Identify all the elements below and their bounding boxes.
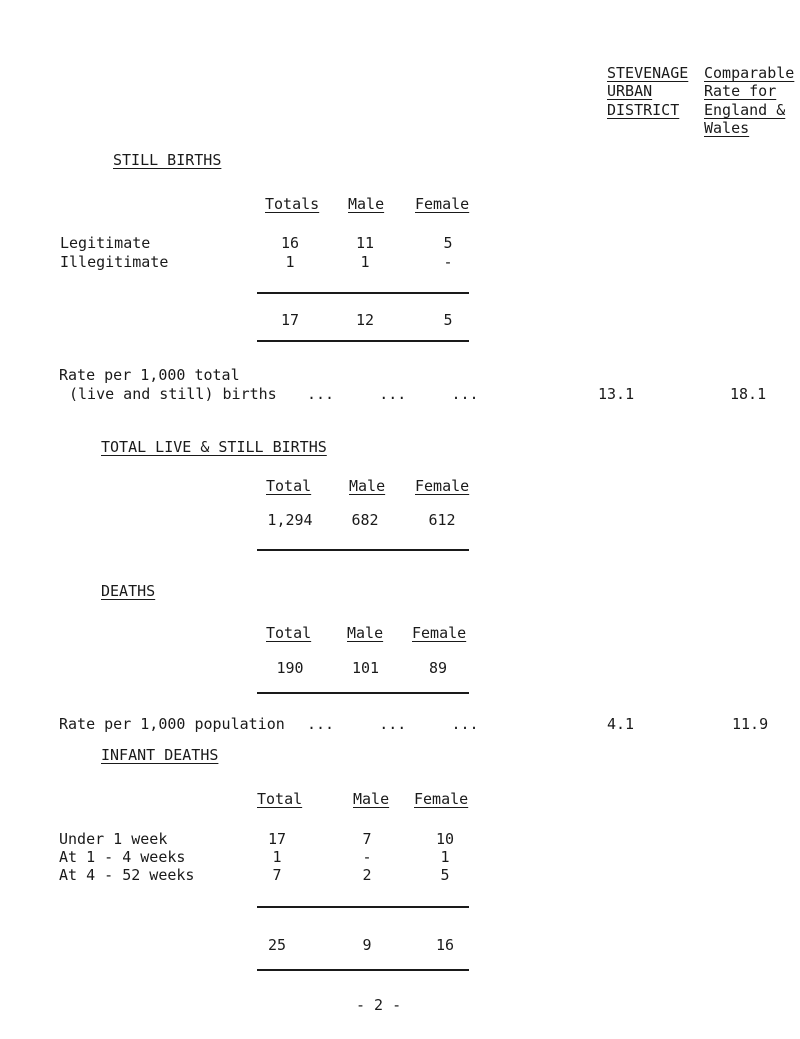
- deaths-value-total: 190: [276, 659, 304, 677]
- still-births-row-label: Illegitimate: [60, 253, 169, 271]
- still-births-header-male: Male: [348, 195, 385, 213]
- still-births-rate-dots: ... ... ...: [307, 385, 479, 403]
- infant-deaths-row-total: 1: [272, 848, 282, 866]
- deaths-header-total: Total: [266, 624, 312, 642]
- infant-deaths-row-female: 1: [440, 848, 450, 866]
- still-births-rate-line2: (live and still) births: [69, 385, 277, 403]
- still-births-sum-female: 5: [443, 311, 453, 329]
- infant-deaths-sum-total: 25: [267, 936, 287, 954]
- divider-line: [257, 292, 469, 294]
- district-header-line2: URBAN: [607, 82, 653, 100]
- still-births-rate-line1: Rate per 1,000 total: [59, 366, 240, 384]
- comparable-header-line3: England &: [704, 101, 786, 119]
- divider-line: [257, 340, 469, 342]
- infant-deaths-row-male: 2: [362, 866, 372, 884]
- still-births-row-label: Legitimate: [60, 234, 151, 252]
- divider-line: [257, 692, 469, 694]
- deaths-title: DEATHS: [101, 582, 156, 600]
- infant-deaths-header-female: Female: [414, 790, 469, 808]
- deaths-rate-district: 4.1: [607, 715, 635, 733]
- still-births-row-male: 1: [360, 253, 370, 271]
- divider-line: [257, 969, 469, 971]
- still-births-row-female: 5: [443, 234, 453, 252]
- infant-deaths-title: INFANT DEATHS: [101, 746, 219, 764]
- deaths-header-male: Male: [347, 624, 384, 642]
- still-births-row-female: -: [443, 253, 453, 271]
- infant-deaths-row-total: 7: [272, 866, 282, 884]
- still-births-rate-england: 18.1: [730, 385, 767, 403]
- infant-deaths-row-label: At 4 - 52 weeks: [59, 866, 195, 884]
- deaths-header-female: Female: [412, 624, 467, 642]
- infant-deaths-row-label: At 1 - 4 weeks: [59, 848, 186, 866]
- infant-deaths-sum-male: 9: [362, 936, 372, 954]
- deaths-rate-england: 11.9: [732, 715, 769, 733]
- total-births-value-female: 612: [428, 511, 456, 529]
- district-header-line1: STEVENAGE: [607, 64, 689, 82]
- total-births-header-male: Male: [349, 477, 386, 495]
- infant-deaths-row-label: Under 1 week: [59, 830, 168, 848]
- still-births-row-totals: 1: [285, 253, 295, 271]
- infant-deaths-sum-female: 16: [435, 936, 455, 954]
- infant-deaths-row-female: 10: [435, 830, 455, 848]
- infant-deaths-header-male: Male: [353, 790, 390, 808]
- still-births-header-totals: Totals: [265, 195, 320, 213]
- infant-deaths-row-female: 5: [440, 866, 450, 884]
- divider-line: [257, 906, 469, 908]
- still-births-sum-totals: 17: [280, 311, 300, 329]
- comparable-header-line1: Comparable: [704, 64, 795, 82]
- comparable-header-line4: Wales: [704, 119, 750, 137]
- still-births-sum-male: 12: [355, 311, 375, 329]
- infant-deaths-row-male: -: [362, 848, 372, 866]
- deaths-rate-line: Rate per 1,000 population: [59, 715, 285, 733]
- total-births-value-male: 682: [351, 511, 379, 529]
- still-births-row-totals: 16: [280, 234, 300, 252]
- deaths-rate-dots: ... ... ...: [307, 715, 479, 733]
- deaths-value-female: 89: [428, 659, 448, 677]
- infant-deaths-header-total: Total: [257, 790, 303, 808]
- total-births-title: TOTAL LIVE & STILL BIRTHS: [101, 438, 327, 456]
- total-births-header-total: Total: [266, 477, 312, 495]
- district-header-line3: DISTRICT: [607, 101, 680, 119]
- deaths-value-male: 101: [351, 659, 380, 677]
- total-births-header-female: Female: [415, 477, 470, 495]
- divider-line: [257, 549, 469, 551]
- still-births-rate-district: 13.1: [598, 385, 635, 403]
- still-births-row-male: 11: [355, 234, 375, 252]
- infant-deaths-row-male: 7: [362, 830, 372, 848]
- total-births-value-total: 1,294: [267, 511, 313, 529]
- comparable-header-line2: Rate for: [704, 82, 777, 100]
- still-births-header-female: Female: [415, 195, 470, 213]
- page-number: - 2 -: [356, 996, 402, 1014]
- still-births-title: STILL BIRTHS: [113, 151, 222, 169]
- infant-deaths-row-total: 17: [267, 830, 287, 848]
